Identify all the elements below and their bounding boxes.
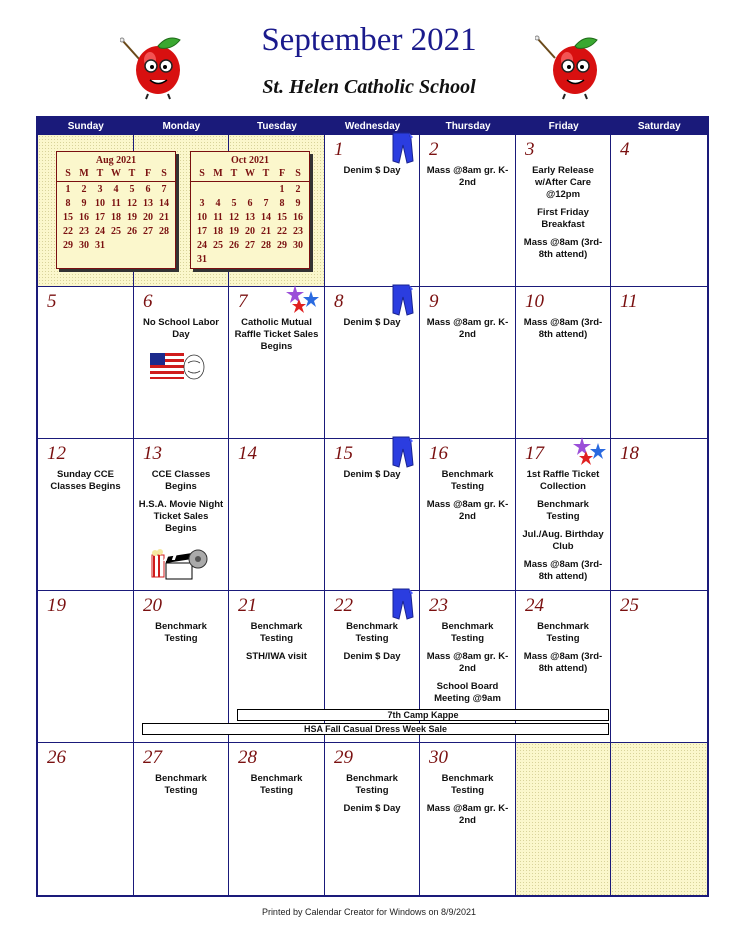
day-events <box>520 469 606 589</box>
day-cell-9[interactable] <box>420 287 516 439</box>
mini-weekday: M <box>213 168 223 179</box>
school-name: St. Helen Catholic School <box>262 76 476 98</box>
day-number: 28 <box>238 747 257 768</box>
mini-day: 22 <box>63 226 73 237</box>
apple-teacher-icon <box>535 30 610 100</box>
day-number: 3 <box>525 139 535 160</box>
mini-day: 21 <box>261 226 271 237</box>
mini-day: 13 <box>143 198 153 209</box>
jeans-icon <box>389 587 415 626</box>
stars-icon <box>572 435 608 472</box>
weekday-saturday: Saturday <box>637 121 681 132</box>
mini-day: 26 <box>127 226 137 237</box>
mini-weekday: W <box>245 168 255 179</box>
day-events <box>520 317 606 347</box>
day-events <box>138 469 224 541</box>
calendar-event[interactable]: Denim $ Day <box>343 651 401 662</box>
calendar-event[interactable]: 1st Raffle Ticket Collection <box>526 469 600 492</box>
mini-day: 10 <box>197 212 207 223</box>
mini-blank <box>194 183 210 197</box>
mini-day: 27 <box>143 226 153 237</box>
weekday-monday: Monday <box>162 121 201 132</box>
mini-calendar-weekdays <box>191 167 309 182</box>
mini-day: 5 <box>231 198 237 209</box>
mini-calendar-title: Aug 2021 <box>95 155 137 166</box>
weekday-thursday: Thursday <box>445 121 491 132</box>
day-events <box>138 621 224 651</box>
mini-day: 10 <box>95 198 105 209</box>
apple-teacher-icon <box>120 30 195 100</box>
day-events <box>520 621 606 681</box>
calendar-event[interactable]: Mass @8am (3rd-8th attend) <box>523 237 603 260</box>
calendar-event[interactable]: Denim $ Day <box>343 165 401 176</box>
mini-day: 6 <box>145 184 151 195</box>
day-number: 18 <box>620 443 639 464</box>
day-cell-19[interactable] <box>38 591 134 743</box>
day-events <box>329 621 415 669</box>
mini-day: 11 <box>213 212 223 223</box>
mini-day: 6 <box>247 198 253 209</box>
mini-weekday: S <box>65 168 71 179</box>
day-events <box>233 317 320 359</box>
day-cell-10[interactable] <box>516 287 611 439</box>
day-number: 4 <box>620 139 630 160</box>
mini-calendar-days <box>57 183 175 253</box>
day-number: 9 <box>429 291 439 312</box>
mini-day: 28 <box>159 226 169 237</box>
day-cell-26[interactable] <box>38 743 134 895</box>
mini-weekday: M <box>79 168 89 179</box>
day-cell-17[interactable] <box>516 439 611 591</box>
calendar-grid <box>38 135 707 895</box>
day-cell-8[interactable] <box>325 287 420 439</box>
day-number: 14 <box>238 443 257 464</box>
day-number: 27 <box>143 747 162 768</box>
day-cell-15[interactable] <box>325 439 420 591</box>
day-events <box>424 317 511 347</box>
mini-day: 2 <box>81 184 87 195</box>
calendar-event[interactable]: First Friday Breakfast <box>537 207 589 230</box>
day-events <box>424 165 511 195</box>
mini-blank <box>258 183 274 197</box>
day-cell-27[interactable] <box>134 743 229 895</box>
day-number: 22 <box>334 595 353 616</box>
calendar-event[interactable]: Benchmark Testing <box>441 773 494 796</box>
day-cell-1[interactable] <box>325 135 420 287</box>
day-events <box>138 317 224 347</box>
mini-day: 26 <box>229 240 239 251</box>
calendar-event[interactable]: Mass @8am gr. K-2nd <box>426 165 509 188</box>
mini-day: 21 <box>159 212 169 223</box>
calendar-event[interactable]: Mass @8am (3rd-8th attend) <box>523 559 603 582</box>
mini-day: 3 <box>97 184 103 195</box>
day-number: 6 <box>143 291 153 312</box>
calendar-event[interactable]: Mass @8am (3rd-8th attend) <box>523 651 603 674</box>
calendar-event[interactable]: Sunday CCE Classes Begins <box>50 469 121 492</box>
mini-calendar-title: Oct 2021 <box>230 155 270 166</box>
empty-day-cell[interactable] <box>611 743 707 895</box>
mini-day: 9 <box>81 198 87 209</box>
day-number: 29 <box>334 747 353 768</box>
mini-day: 24 <box>95 226 105 237</box>
day-number: 10 <box>525 291 544 312</box>
page-title: September 2021 <box>261 22 477 58</box>
day-cell-11[interactable] <box>611 287 707 439</box>
mini-weekday: S <box>295 168 301 179</box>
mini-weekday: S <box>199 168 205 179</box>
stars-icon <box>285 283 321 320</box>
calendar-event[interactable]: School Board Meeting @9am <box>434 681 501 704</box>
calendar-event[interactable]: STH/IWA visit <box>246 651 307 662</box>
mini-day: 8 <box>279 198 285 209</box>
multi-day-event-bar[interactable]: 7th Camp Kappe <box>237 709 609 721</box>
mini-day: 30 <box>293 240 303 251</box>
day-number: 20 <box>143 595 162 616</box>
mini-day: 27 <box>245 240 255 251</box>
mini-weekday: T <box>96 168 104 179</box>
mini-day: 12 <box>127 198 137 209</box>
mini-day: 25 <box>213 240 223 251</box>
day-number: 26 <box>47 747 66 768</box>
mini-day: 30 <box>79 240 89 251</box>
mini-day: 13 <box>245 212 255 223</box>
mini-day: 31 <box>95 240 105 251</box>
mini-day: 23 <box>293 226 303 237</box>
day-cell-4[interactable] <box>611 135 707 287</box>
mini-weekday: T <box>230 168 238 179</box>
mini-blank <box>242 183 258 197</box>
day-events <box>424 469 511 529</box>
movie-icon <box>150 543 208 588</box>
mini-weekday: F <box>144 168 152 179</box>
calendar-event[interactable]: H.S.A. Movie Night Ticket Sales Begins <box>138 499 224 534</box>
day-number: 23 <box>429 595 448 616</box>
mini-day: 19 <box>229 226 239 237</box>
day-number: 2 <box>429 139 439 160</box>
mini-blank <box>210 183 226 197</box>
weekday-header <box>38 118 707 135</box>
day-cell-16[interactable] <box>420 439 516 591</box>
mini-day: 1 <box>65 184 71 195</box>
mini-day: 20 <box>245 226 255 237</box>
mini-day: 15 <box>277 212 287 223</box>
calendar-event[interactable]: Catholic Mutual Raffle Ticket Sales Begins <box>234 317 319 352</box>
mini-day: 16 <box>293 212 303 223</box>
day-number: 16 <box>429 443 448 464</box>
mini-blank <box>226 183 242 197</box>
mini-day: 15 <box>63 212 73 223</box>
mini-day: 22 <box>277 226 287 237</box>
mini-day: 24 <box>197 240 207 251</box>
mini-day: 19 <box>127 212 137 223</box>
mini-day: 8 <box>65 198 71 209</box>
calendar-event[interactable]: Denim $ Day <box>343 803 401 814</box>
calendar-event[interactable]: Benchmark Testing <box>441 469 494 492</box>
jeans-icon <box>389 131 415 170</box>
weekday-sunday: Sunday <box>67 121 104 132</box>
mini-day: 17 <box>95 212 105 223</box>
calendar-event[interactable]: Mass @8am gr. K-2nd <box>426 803 509 826</box>
day-number: 30 <box>429 747 448 768</box>
calendar-event[interactable]: Benchmark Testing <box>441 621 494 644</box>
weekday-tuesday: Tuesday <box>257 121 297 132</box>
calendar-event[interactable]: Early Release w/After Care @12pm <box>532 165 594 200</box>
day-events <box>424 621 511 711</box>
day-number: 7 <box>238 291 248 312</box>
calendar-event[interactable]: Benchmark Testing <box>155 773 207 796</box>
jeans-icon <box>389 435 415 474</box>
day-cell-25[interactable] <box>611 591 707 743</box>
calendar-event[interactable]: Mass @8am (3rd-8th attend) <box>523 317 603 340</box>
mini-calendar-aug-2021 <box>56 151 176 269</box>
calendar-event[interactable]: No School Labor Day <box>143 317 219 340</box>
day-cell-7[interactable] <box>229 287 325 439</box>
mini-day: 5 <box>129 184 135 195</box>
day-events <box>233 621 320 669</box>
day-cell-18[interactable] <box>611 439 707 591</box>
mini-calendar-weekdays <box>57 167 175 182</box>
day-number: 11 <box>620 291 638 312</box>
mini-day: 29 <box>277 240 287 251</box>
day-cell-13[interactable] <box>134 439 229 591</box>
day-events <box>520 165 606 267</box>
day-events <box>329 773 415 821</box>
calendar-event[interactable]: Benchmark Testing <box>155 621 207 644</box>
mini-weekday: T <box>262 168 270 179</box>
day-number: 12 <box>47 443 66 464</box>
mini-weekday: S <box>161 168 167 179</box>
calendar-event[interactable]: Benchmark Testing <box>250 621 303 644</box>
mini-day: 17 <box>197 226 207 237</box>
day-cell-20[interactable] <box>134 591 229 743</box>
day-number: 15 <box>334 443 353 464</box>
calendar-event[interactable]: Benchmark Testing <box>346 621 398 644</box>
weekday-friday: Friday <box>548 121 579 132</box>
day-number: 1 <box>334 139 344 160</box>
mini-day: 29 <box>63 240 73 251</box>
day-cell-28[interactable] <box>229 743 325 895</box>
mini-day: 2 <box>295 184 301 195</box>
day-events <box>138 773 224 803</box>
day-number: 5 <box>47 291 57 312</box>
day-cell-5[interactable] <box>38 287 134 439</box>
mini-day: 18 <box>213 226 223 237</box>
mini-day: 28 <box>261 240 271 251</box>
day-cell-3[interactable] <box>516 135 611 287</box>
mini-day: 31 <box>197 254 207 265</box>
multi-day-event-bar[interactable]: HSA Fall Casual Dress Week Sale <box>142 723 609 735</box>
calendar-event[interactable]: Benchmark Testing <box>537 621 589 644</box>
empty-day-cell[interactable] <box>516 743 611 895</box>
day-number: 24 <box>525 595 544 616</box>
day-number: 19 <box>47 595 66 616</box>
day-cell-30[interactable] <box>420 743 516 895</box>
labor-day-flag-icon <box>148 349 206 392</box>
month-calendar <box>36 116 709 897</box>
mini-day: 3 <box>199 198 205 209</box>
day-cell-6[interactable] <box>134 287 229 439</box>
mini-weekday: T <box>128 168 136 179</box>
mini-day: 14 <box>159 198 169 209</box>
mini-weekday: W <box>111 168 121 179</box>
calendar-event[interactable]: Jul./Aug. Birthday Club <box>522 529 604 552</box>
mini-calendar-days <box>191 183 309 267</box>
mini-day: 18 <box>111 212 121 223</box>
day-events <box>233 773 320 803</box>
mini-calendar-oct-2021 <box>190 151 310 269</box>
day-events <box>424 773 511 833</box>
mini-day: 25 <box>111 226 121 237</box>
print-footer: Printed by Calendar Creator for Windows on 8/9/2021 <box>261 907 477 917</box>
day-cell-2[interactable] <box>420 135 516 287</box>
calendar-event[interactable]: Mass @8am gr. K-2nd <box>426 651 509 674</box>
mini-day: 11 <box>111 198 121 209</box>
mini-weekday: F <box>278 168 286 179</box>
day-cell-14[interactable] <box>229 439 325 591</box>
calendar-event[interactable]: Mass @8am gr. K-2nd <box>426 317 509 340</box>
mini-day: 9 <box>295 198 301 209</box>
calendar-event[interactable]: Benchmark Testing <box>346 773 398 796</box>
jeans-icon <box>389 283 415 322</box>
calendar-event[interactable]: Denim $ Day <box>343 469 401 480</box>
mini-day: 4 <box>215 198 221 209</box>
mini-day: 20 <box>143 212 153 223</box>
mini-day: 7 <box>263 198 269 209</box>
mini-day: 14 <box>261 212 271 223</box>
calendar-event[interactable]: Benchmark Testing <box>537 499 589 522</box>
day-number: 13 <box>143 443 162 464</box>
day-cell-29[interactable] <box>325 743 420 895</box>
mini-day: 23 <box>79 226 89 237</box>
weekday-wednesday: Wednesday <box>344 121 401 132</box>
calendar-event[interactable]: Denim $ Day <box>343 317 401 328</box>
calendar-event[interactable]: Benchmark Testing <box>250 773 303 796</box>
day-number: 8 <box>334 291 344 312</box>
day-number: 25 <box>620 595 639 616</box>
mini-day: 7 <box>161 184 167 195</box>
calendar-event[interactable]: CCE Classes Begins <box>151 469 211 492</box>
day-number: 21 <box>238 595 257 616</box>
mini-day: 4 <box>113 184 119 195</box>
mini-day: 12 <box>229 212 239 223</box>
mini-day: 16 <box>79 212 89 223</box>
day-number: 17 <box>525 443 544 464</box>
calendar-event[interactable]: Mass @8am gr. K-2nd <box>426 499 509 522</box>
day-cell-12[interactable] <box>38 439 134 591</box>
day-events <box>42 469 129 499</box>
mini-day: 1 <box>279 184 285 195</box>
